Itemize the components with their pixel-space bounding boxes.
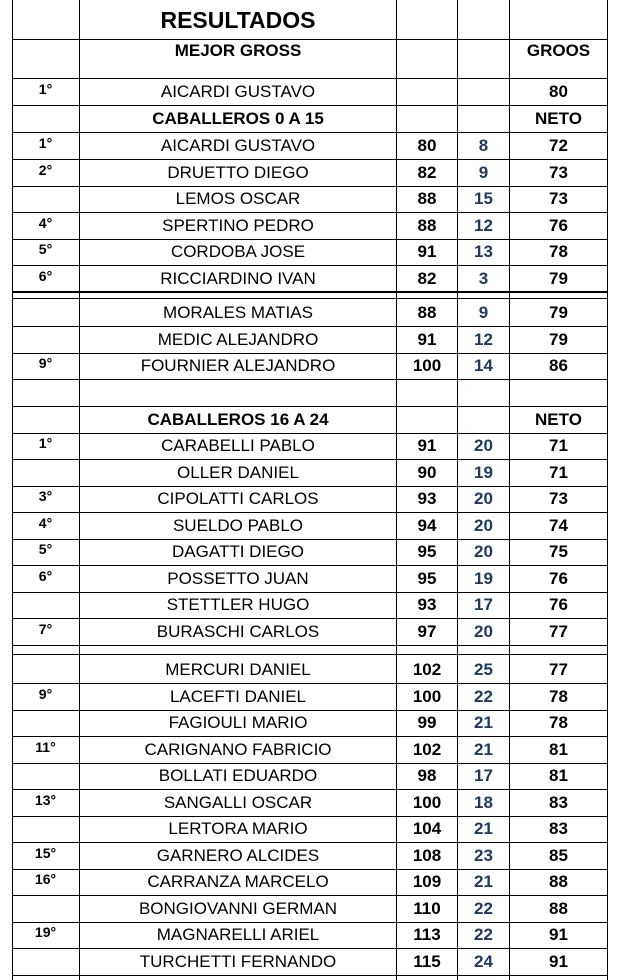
table-row xyxy=(12,327,608,353)
position-cell: 19° xyxy=(34,924,57,940)
net-score-cell: 79 xyxy=(549,268,568,288)
gross-score-cell: 93 xyxy=(417,595,437,614)
player-name-cell: LACEFTI DANIEL xyxy=(169,686,307,706)
position-cell xyxy=(12,186,79,212)
position-cell: 1° xyxy=(38,435,53,451)
table-row xyxy=(12,433,608,459)
player-name-cell: MAGNARELLI ARIEL xyxy=(156,925,320,944)
table-row xyxy=(12,239,608,265)
handicap-cell: 9 xyxy=(478,162,489,182)
gross-score-cell: 100 xyxy=(412,686,442,706)
grid-row-line xyxy=(12,291,608,292)
player-name-cell: SANGALLI OSCAR xyxy=(163,792,313,812)
position-cell: 4° xyxy=(38,514,53,531)
net-score-cell: 79 xyxy=(549,303,568,322)
gross-score-cell: 109 xyxy=(412,872,442,891)
player-name-cell: MORALES MATIAS xyxy=(163,303,313,322)
category-header-row xyxy=(12,407,608,433)
position-cell xyxy=(12,300,79,326)
player-name-cell: OLLER DANIEL xyxy=(177,462,299,482)
table-row xyxy=(12,160,608,186)
gross-score-cell: 110 xyxy=(413,898,441,918)
net-score-cell: 77 xyxy=(549,660,568,679)
net-score-cell: 91 xyxy=(549,951,568,971)
position-cell: 4° xyxy=(38,214,53,231)
player-name-cell: STETTLER HUGO xyxy=(166,595,310,614)
position-cell: 11° xyxy=(35,738,56,755)
gross-score-cell: 88 xyxy=(417,189,437,208)
handicap-cell: 20 xyxy=(474,489,493,508)
handicap-cell: 20 xyxy=(474,542,493,561)
gross-score-cell: 102 xyxy=(412,739,442,759)
table-row xyxy=(12,763,608,789)
handicap-cell: 25 xyxy=(474,660,493,679)
position-cell: 5° xyxy=(38,241,53,257)
gross-score-cell: 88 xyxy=(417,215,437,235)
position-cell xyxy=(12,657,79,683)
player-name-cell: SPERTINO PEDRO xyxy=(162,215,314,235)
position-cell: 5° xyxy=(38,541,53,557)
gross-score-cell: 93 xyxy=(417,489,437,508)
table-row xyxy=(12,460,608,486)
net-score-cell: 86 xyxy=(549,356,568,375)
position-cell xyxy=(12,763,79,789)
gross-score-cell: 90 xyxy=(417,462,437,482)
net-score-cell: 76 xyxy=(549,215,568,235)
net-score-cell: 81 xyxy=(549,739,568,759)
position-cell: 6° xyxy=(38,567,53,584)
player-name-cell: MEDIC ALEJANDRO xyxy=(157,329,319,349)
grid-row-line xyxy=(12,645,608,646)
grid-row-line xyxy=(12,298,608,299)
gross-score-cell: 80 xyxy=(549,82,568,101)
gross-score-cell: 91 xyxy=(417,242,437,261)
handicap-cell: 9 xyxy=(478,303,489,322)
player-name-cell: RICCIARDINO IVAN xyxy=(160,268,316,288)
position-cell xyxy=(12,592,79,618)
net-score-cell: 88 xyxy=(549,898,568,918)
net-score-cell: 72 xyxy=(549,136,568,155)
position-cell xyxy=(12,327,79,353)
net-score-cell: 79 xyxy=(549,329,568,349)
gross-score-cell: 82 xyxy=(417,162,437,182)
gross-score-cell: 91 xyxy=(417,436,437,455)
player-name-cell: DAGATTI DIEGO xyxy=(172,542,304,561)
handicap-cell: 20 xyxy=(474,436,493,455)
gross-score-cell: 95 xyxy=(417,542,437,561)
position-cell: 3° xyxy=(38,488,53,504)
position-cell: 13° xyxy=(34,791,57,808)
handicap-cell: 21 xyxy=(474,819,493,838)
handicap-cell: 24 xyxy=(474,951,493,971)
gross-score-cell: 100 xyxy=(412,356,442,375)
net-score-cell: 85 xyxy=(549,845,568,865)
position-cell: 9° xyxy=(38,355,53,371)
gross-score-cell: 91 xyxy=(417,329,437,349)
gross-score-cell: 100 xyxy=(412,792,442,812)
net-score-cell: 71 xyxy=(549,436,568,455)
gross-score-cell: 98 xyxy=(417,766,437,785)
table-row xyxy=(12,737,608,763)
handicap-cell: 21 xyxy=(474,872,493,891)
table-row xyxy=(12,710,608,736)
table-row xyxy=(12,592,608,618)
table-row xyxy=(12,566,608,592)
gross-score-cell: 94 xyxy=(417,515,437,535)
category-label: CABALLEROS 0 A 15 xyxy=(152,109,324,128)
handicap-cell: 8 xyxy=(478,136,489,155)
table-row xyxy=(12,816,608,842)
handicap-cell: 14 xyxy=(474,356,493,375)
position-cell xyxy=(12,710,79,736)
handicap-cell: 17 xyxy=(474,766,493,785)
gross-score-cell: 104 xyxy=(412,819,442,838)
position-cell xyxy=(12,816,79,842)
position-cell: 2° xyxy=(38,161,53,178)
player-name-cell: BOLLATI EDUARDO xyxy=(158,766,318,785)
position-cell: 9° xyxy=(38,685,53,702)
gross-score-cell: 88 xyxy=(417,303,437,322)
gross-score-cell: 108 xyxy=(412,845,442,865)
net-score-cell: 78 xyxy=(549,686,568,706)
handicap-cell: 19 xyxy=(474,462,493,482)
player-name-cell: LEMOS OSCAR xyxy=(175,189,301,208)
neto-label: NETO xyxy=(535,109,582,128)
gross-score-cell: 102 xyxy=(412,660,442,679)
mejor-gross-label: MEJOR GROSS xyxy=(174,41,302,60)
table-row xyxy=(12,266,608,292)
handicap-cell: 22 xyxy=(474,898,493,918)
table-row xyxy=(12,896,608,922)
gross-score-cell: 115 xyxy=(413,951,441,971)
player-name-cell: AICARDI GUSTAVO xyxy=(160,136,316,155)
gross-score-cell: 97 xyxy=(417,621,437,641)
player-name-cell: DRUETTO DIEGO xyxy=(167,162,309,182)
table-row xyxy=(12,353,608,379)
page-title: RESULTADOS xyxy=(160,7,316,33)
player-name-cell: CORDOBA JOSE xyxy=(170,242,306,261)
net-score-cell: 73 xyxy=(549,489,568,508)
grid-row-line xyxy=(12,654,608,655)
position-cell: 6° xyxy=(38,267,53,284)
net-score-cell: 83 xyxy=(549,819,568,838)
handicap-cell: 15 xyxy=(474,189,493,208)
handicap-cell: 23 xyxy=(474,845,493,865)
player-name-cell: TURCHETTI FERNANDO xyxy=(139,951,337,971)
gross-score-cell: 80 xyxy=(417,136,437,155)
grid-row-line xyxy=(12,975,608,976)
net-score-cell: 71 xyxy=(549,462,568,482)
player-name-cell: CARRANZA MARCELO xyxy=(147,872,329,891)
position-cell: 1° xyxy=(38,81,53,97)
category-label: CABALLEROS 16 A 24 xyxy=(147,410,329,429)
player-name-cell: BONGIOVANNI GERMAN xyxy=(138,898,338,918)
gross-score-cell: 95 xyxy=(417,568,437,588)
table-row xyxy=(12,513,608,539)
position-cell: 7° xyxy=(38,620,53,637)
handicap-cell: 3 xyxy=(478,268,489,288)
player-name-cell: LERTORA MARIO xyxy=(168,819,308,838)
handicap-cell: 13 xyxy=(474,242,493,261)
player-name-cell: CIPOLATTI CARLOS xyxy=(157,489,319,508)
table-row xyxy=(12,133,608,159)
table-row xyxy=(12,300,608,326)
player-name-cell: BURASCHI CARLOS xyxy=(156,621,320,641)
handicap-cell: 12 xyxy=(474,215,493,235)
position-cell xyxy=(12,949,79,975)
gross-score-cell: 82 xyxy=(417,268,437,288)
gross-score-cell: 113 xyxy=(413,925,441,944)
position-cell xyxy=(12,896,79,922)
mejor-gross-header-row xyxy=(12,40,608,66)
net-score-cell: 76 xyxy=(549,595,568,614)
table-row xyxy=(12,186,608,212)
table-row xyxy=(12,922,608,948)
handicap-cell: 22 xyxy=(474,925,493,944)
net-score-cell: 77 xyxy=(549,621,568,641)
net-score-cell: 73 xyxy=(549,162,568,182)
handicap-cell: 17 xyxy=(474,595,493,614)
net-score-cell: 74 xyxy=(549,515,568,535)
table-row xyxy=(12,869,608,895)
net-score-cell: 76 xyxy=(549,568,568,588)
table-row xyxy=(12,949,608,975)
player-name-cell: FOURNIER ALEJANDRO xyxy=(140,356,336,375)
net-score-cell: 88 xyxy=(549,872,568,891)
gross-score-cell: 99 xyxy=(417,713,437,732)
player-name-cell: CARABELLI PABLO xyxy=(161,436,315,455)
net-score-cell: 91 xyxy=(549,925,568,944)
position-cell xyxy=(12,460,79,486)
net-score-cell: 81 xyxy=(549,766,568,785)
player-name-cell: SUELDO PABLO xyxy=(172,515,304,535)
net-score-cell: 83 xyxy=(549,792,568,812)
grid-row-line xyxy=(12,379,608,380)
net-score-cell: 78 xyxy=(549,242,568,261)
player-name-cell: MERCURI DANIEL xyxy=(165,660,311,679)
net-score-cell: 78 xyxy=(549,713,568,732)
player-name-cell: FAGIOULI MARIO xyxy=(168,713,308,732)
handicap-cell: 19 xyxy=(474,568,493,588)
table-row xyxy=(12,790,608,816)
handicap-cell: 21 xyxy=(474,713,493,732)
player-name-cell: CARIGNANO FABRICIO xyxy=(144,739,332,759)
table-row xyxy=(12,684,608,710)
position-cell: 15° xyxy=(34,844,57,861)
table-row xyxy=(12,843,608,869)
table-row xyxy=(12,486,608,512)
best-gross-row xyxy=(12,79,608,105)
player-name-cell: POSSETTO JUAN xyxy=(167,568,309,588)
position-cell: 16° xyxy=(34,871,57,887)
player-name-cell: GARNERO ALCIDES xyxy=(156,845,320,865)
handicap-cell: 22 xyxy=(474,686,493,706)
net-score-cell: 75 xyxy=(549,542,568,561)
table-row xyxy=(12,657,608,683)
position-cell: 1° xyxy=(38,135,53,151)
table-row xyxy=(12,619,608,645)
handicap-cell: 21 xyxy=(474,739,493,759)
handicap-cell: 18 xyxy=(474,792,493,812)
handicap-cell: 20 xyxy=(474,621,493,641)
table-row xyxy=(12,213,608,239)
player-name-cell: AICARDI GUSTAVO xyxy=(160,82,316,101)
table-row xyxy=(12,539,608,565)
handicap-cell: 20 xyxy=(474,515,493,535)
net-score-cell: 73 xyxy=(549,189,568,208)
groos-label: GROOS xyxy=(526,41,591,60)
category-header-row xyxy=(12,106,608,132)
handicap-cell: 12 xyxy=(474,329,493,349)
neto-label: NETO xyxy=(535,410,582,429)
